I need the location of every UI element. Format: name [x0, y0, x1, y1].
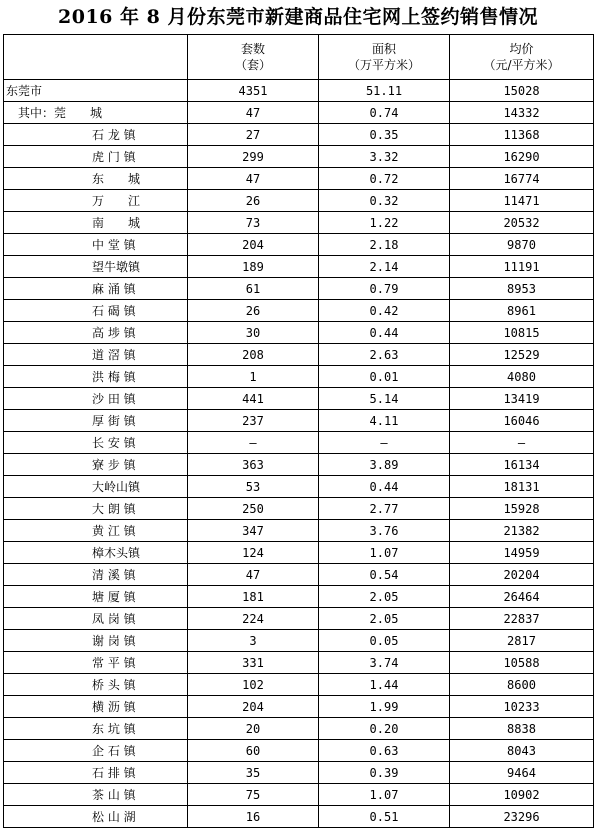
price-cell: 14332 [450, 102, 594, 124]
table-row [4, 278, 594, 300]
table-row [4, 300, 594, 322]
table-row [4, 454, 594, 476]
units-cell: 26 [188, 190, 319, 212]
region-name-cell: 其中：莞 城 [4, 102, 188, 124]
price-cell: 10233 [450, 696, 594, 718]
price-cell: 11471 [450, 190, 594, 212]
area-cell: 1.22 [319, 212, 450, 234]
table-row [4, 674, 594, 696]
units-cell: 47 [188, 168, 319, 190]
price-cell: 16046 [450, 410, 594, 432]
units-cell: 224 [188, 608, 319, 630]
region-name-cell: 望牛墩镇 [4, 256, 188, 278]
area-cell: 0.32 [319, 190, 450, 212]
price-cell: 13419 [450, 388, 594, 410]
units-cell: 73 [188, 212, 319, 234]
price-cell: 8961 [450, 300, 594, 322]
table-row [4, 718, 594, 740]
header-area-label: 面积 [371, 42, 396, 56]
units-cell: 30 [188, 322, 319, 344]
table-row [4, 432, 594, 454]
area-cell: 0.35 [319, 124, 450, 146]
header-area-unit: （万平方米） [347, 58, 420, 72]
table-row [4, 608, 594, 630]
units-cell: 237 [188, 410, 319, 432]
table-row [4, 498, 594, 520]
document-title: 2016 年 8 月份东莞市新建商品住宅网上签约销售情况 [58, 6, 538, 28]
area-cell: 0.63 [319, 740, 450, 762]
price-cell: 8043 [450, 740, 594, 762]
price-cell: 22837 [450, 608, 594, 630]
region-name-cell: 横 沥 镇 [4, 696, 188, 718]
price-cell: 11191 [450, 256, 594, 278]
region-name-cell: 高 埗 镇 [4, 322, 188, 344]
region-name-cell: 大 朗 镇 [4, 498, 188, 520]
units-cell: 4351 [188, 80, 319, 102]
area-cell: 0.72 [319, 168, 450, 190]
area-cell: 1.99 [319, 696, 450, 718]
price-cell: 21382 [450, 520, 594, 542]
price-cell: 8953 [450, 278, 594, 300]
price-cell: 23296 [450, 806, 594, 828]
table-row [4, 586, 594, 608]
units-cell: 27 [188, 124, 319, 146]
table-row [4, 102, 594, 124]
region-name-cell: 厚 街 镇 [4, 410, 188, 432]
units-cell: 347 [188, 520, 319, 542]
table-row [4, 388, 594, 410]
units-cell: 204 [188, 234, 319, 256]
units-cell: 75 [188, 784, 319, 806]
header-price-label: 均价 [509, 42, 534, 56]
area-cell: 3.89 [319, 454, 450, 476]
price-cell: 12529 [450, 344, 594, 366]
table-row [4, 80, 594, 102]
region-name-cell: 虎 门 镇 [4, 146, 188, 168]
area-cell: 0.51 [319, 806, 450, 828]
area-cell: 3.32 [319, 146, 450, 168]
area-cell: 4.11 [319, 410, 450, 432]
area-cell: 0.74 [319, 102, 450, 124]
table-row [4, 762, 594, 784]
table-row [4, 322, 594, 344]
header-area [319, 35, 450, 80]
area-cell: 0.79 [319, 278, 450, 300]
price-cell: 20204 [450, 564, 594, 586]
table-row [4, 256, 594, 278]
units-cell: 250 [188, 498, 319, 520]
area-cell: 0.05 [319, 630, 450, 652]
price-cell: 9870 [450, 234, 594, 256]
units-cell: 20 [188, 718, 319, 740]
region-name-cell: 东 城 [4, 168, 188, 190]
region-name-cell: 万 江 [4, 190, 188, 212]
header-price-unit: （元/平方米） [483, 58, 560, 72]
units-cell: 441 [188, 388, 319, 410]
price-cell: 20532 [450, 212, 594, 234]
table-row [4, 564, 594, 586]
region-name-cell: 樟木头镇 [4, 542, 188, 564]
region-name-cell: 塘 厦 镇 [4, 586, 188, 608]
region-name-cell: 石 碣 镇 [4, 300, 188, 322]
header-units-unit: （套） [234, 58, 271, 72]
price-cell: 16290 [450, 146, 594, 168]
region-name-cell: 道 滘 镇 [4, 344, 188, 366]
area-cell: 5.14 [319, 388, 450, 410]
units-cell: 26 [188, 300, 319, 322]
units-cell: 181 [188, 586, 319, 608]
units-cell: 1 [188, 366, 319, 388]
units-cell: — [188, 432, 319, 454]
header-units-label: 套数 [240, 42, 265, 56]
table-row [4, 542, 594, 564]
price-cell: 10902 [450, 784, 594, 806]
price-cell: 9464 [450, 762, 594, 784]
region-name-cell: 石 龙 镇 [4, 124, 188, 146]
region-name-cell: 东 坑 镇 [4, 718, 188, 740]
price-cell: 16134 [450, 454, 594, 476]
units-cell: 102 [188, 674, 319, 696]
region-name-cell: 谢 岗 镇 [4, 630, 188, 652]
header-row [4, 35, 594, 80]
region-name-cell: 清 溪 镇 [4, 564, 188, 586]
area-cell: 0.54 [319, 564, 450, 586]
region-name-cell: 长 安 镇 [4, 432, 188, 454]
table-row [4, 146, 594, 168]
region-name-cell: 中 堂 镇 [4, 234, 188, 256]
price-cell: — [450, 432, 594, 454]
units-cell: 16 [188, 806, 319, 828]
units-cell: 363 [188, 454, 319, 476]
price-cell: 26464 [450, 586, 594, 608]
table-row [4, 366, 594, 388]
header-units [188, 35, 319, 80]
region-name-cell: 南 城 [4, 212, 188, 234]
area-cell: 2.77 [319, 498, 450, 520]
table-row [4, 696, 594, 718]
header-price [450, 35, 594, 80]
units-cell: 124 [188, 542, 319, 564]
price-cell: 11368 [450, 124, 594, 146]
table-row [4, 520, 594, 542]
region-name-cell: 常 平 镇 [4, 652, 188, 674]
price-cell: 18131 [450, 476, 594, 498]
area-cell: 2.18 [319, 234, 450, 256]
price-cell: 15928 [450, 498, 594, 520]
units-cell: 35 [188, 762, 319, 784]
table-row [4, 740, 594, 762]
area-cell: 0.44 [319, 476, 450, 498]
units-cell: 204 [188, 696, 319, 718]
price-cell: 16774 [450, 168, 594, 190]
table-row [4, 410, 594, 432]
region-name-cell: 洪 梅 镇 [4, 366, 188, 388]
table-row [4, 784, 594, 806]
price-cell: 14959 [450, 542, 594, 564]
units-cell: 60 [188, 740, 319, 762]
price-cell: 8600 [450, 674, 594, 696]
units-cell: 47 [188, 102, 319, 124]
sales-table-body [4, 35, 594, 828]
area-cell: 1.07 [319, 784, 450, 806]
area-cell: 51.11 [319, 80, 450, 102]
region-name-cell: 黄 江 镇 [4, 520, 188, 542]
price-cell: 10815 [450, 322, 594, 344]
region-name-cell: 东莞市 [4, 80, 188, 102]
area-cell: 1.07 [319, 542, 450, 564]
area-cell: 1.44 [319, 674, 450, 696]
region-name-cell: 企 石 镇 [4, 740, 188, 762]
table-row [4, 190, 594, 212]
units-cell: 331 [188, 652, 319, 674]
table-row [4, 234, 594, 256]
region-name-cell: 麻 涌 镇 [4, 278, 188, 300]
area-cell: 3.76 [319, 520, 450, 542]
units-cell: 47 [188, 564, 319, 586]
price-cell: 15028 [450, 80, 594, 102]
area-cell: 0.44 [319, 322, 450, 344]
table-row [4, 806, 594, 828]
region-name-cell: 寮 步 镇 [4, 454, 188, 476]
region-name-cell: 石 排 镇 [4, 762, 188, 784]
units-cell: 61 [188, 278, 319, 300]
sales-table [3, 34, 594, 828]
units-cell: 208 [188, 344, 319, 366]
area-cell: — [319, 432, 450, 454]
table-row [4, 630, 594, 652]
region-name-cell: 凤 岗 镇 [4, 608, 188, 630]
table-row [4, 212, 594, 234]
area-cell: 0.01 [319, 366, 450, 388]
table-row [4, 168, 594, 190]
region-name-cell: 松 山 湖 [4, 806, 188, 828]
units-cell: 3 [188, 630, 319, 652]
region-name-cell: 桥 头 镇 [4, 674, 188, 696]
price-cell: 10588 [450, 652, 594, 674]
table-row [4, 652, 594, 674]
area-cell: 2.63 [319, 344, 450, 366]
table-row [4, 124, 594, 146]
area-cell: 0.42 [319, 300, 450, 322]
area-cell: 2.05 [319, 608, 450, 630]
area-cell: 2.05 [319, 586, 450, 608]
units-cell: 53 [188, 476, 319, 498]
region-name-cell: 沙 田 镇 [4, 388, 188, 410]
area-cell: 0.39 [319, 762, 450, 784]
price-cell: 2817 [450, 630, 594, 652]
units-cell: 299 [188, 146, 319, 168]
region-name-cell: 茶 山 镇 [4, 784, 188, 806]
table-row [4, 344, 594, 366]
region-name-cell: 大岭山镇 [4, 476, 188, 498]
header-region [4, 35, 188, 80]
table-row [4, 476, 594, 498]
price-cell: 4080 [450, 366, 594, 388]
price-cell: 8838 [450, 718, 594, 740]
area-cell: 3.74 [319, 652, 450, 674]
area-cell: 0.20 [319, 718, 450, 740]
units-cell: 189 [188, 256, 319, 278]
area-cell: 2.14 [319, 256, 450, 278]
